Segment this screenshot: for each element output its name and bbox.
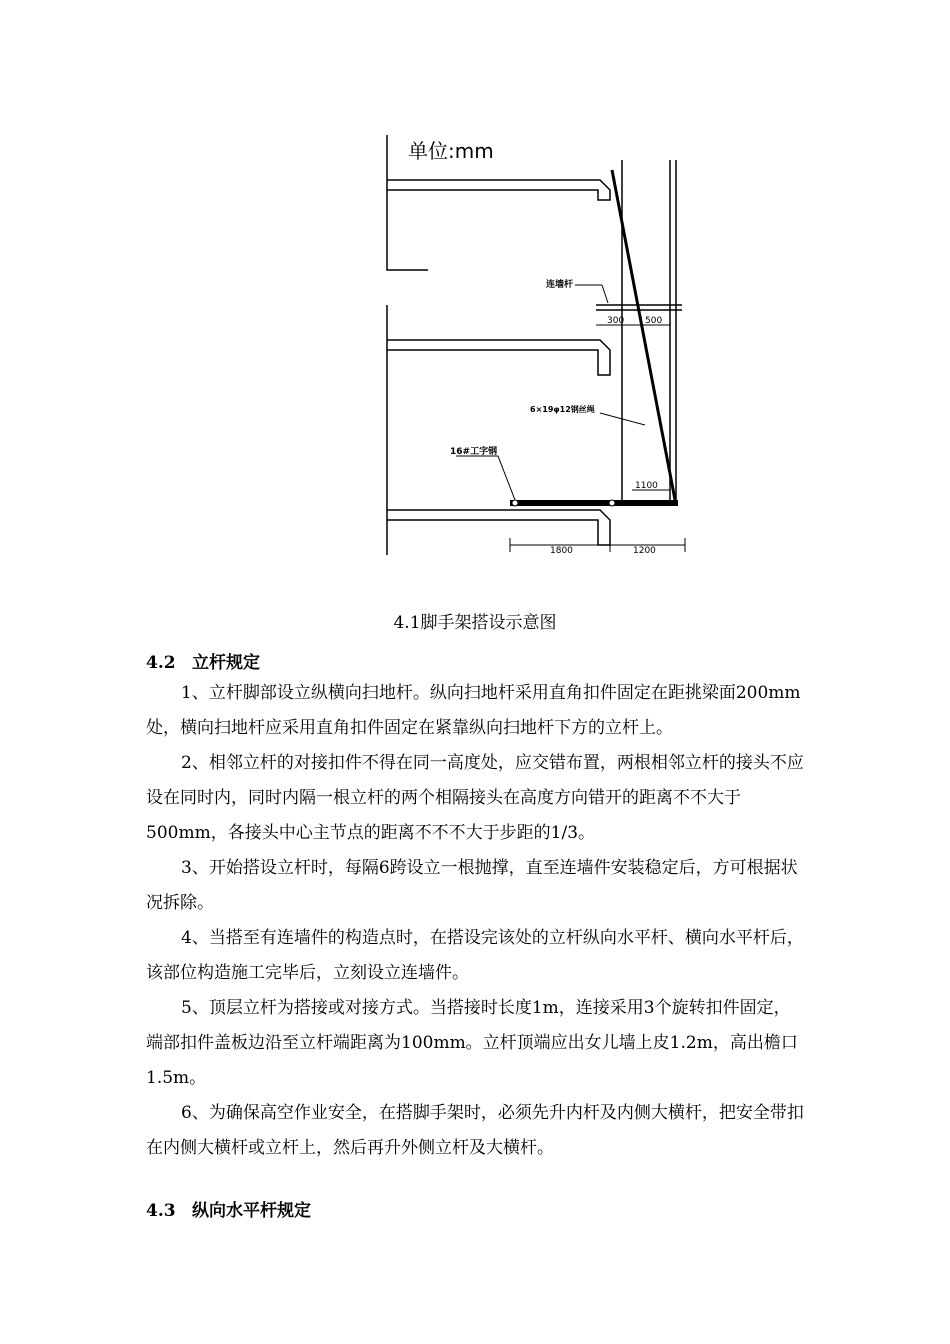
floor-slab-middle [387, 340, 610, 375]
tie-rod-label: 连墙杆 [546, 280, 574, 290]
section-number: 4.2 [146, 653, 176, 673]
unit-label: 单位:mm [408, 139, 494, 163]
scaffold-drawing [370, 120, 700, 580]
section-heading-4-2 [146, 648, 260, 673]
paragraph-5: 5、顶层立杆为搭接或对接方式。当搭接时长度1m，连接采用3个旋转扣件固定，端部扣件盖板边沿至立杆端距离为100mm。立杆顶端应出女儿墙上皮1.2m，高出檐口1.5m。 [146, 998, 798, 1088]
section-heading-4-3 [146, 1196, 311, 1221]
paragraph-1: 1、立杆脚部设立纵横向扫地杆。纵向扫地杆采用直角扣件固定在距挑梁面200mm处，横向扫地杆应采用直角扣件固定在紧靠纵向扫地杆下方的立杆上。 [146, 683, 801, 738]
dim-500-label: 500 [645, 316, 663, 326]
section-title: 纵向水平杆规定 [192, 1201, 311, 1221]
figure-caption: 4.1脚手架搭设示意图 [393, 613, 557, 633]
i-beam-label: 16#工字钢 [450, 447, 498, 457]
dim-1100-label: 1100 [635, 481, 658, 491]
paragraph-6: 6、为确保高空作业安全，在搭脚手架时，必须先升内杆及内侧大横杆，把安全带扣在内侧大横杆或立杆上，然后再升外侧立杆及大横杆。 [146, 1103, 804, 1158]
dim-1200-label: 1200 [633, 546, 656, 556]
wire-rope-label: 6×19φ12钢丝绳 [530, 405, 595, 414]
paragraph-3: 3、开始搭设立杆时，每隔6跨设立一根抛撑，直至连墙件安装稳定后，方可根据状况拆除。 [146, 858, 798, 913]
floor-slab-top [387, 180, 610, 200]
paragraph-4: 4、当搭至有连墙件的构造点时，在搭设完该处的立杆纵向水平杆、横向水平杆后，该部位构造施工完毕后，立刻设立连墙件。 [146, 928, 804, 983]
i-beam [510, 500, 678, 506]
scaffold-diagram [370, 120, 700, 580]
section-number: 4.3 [146, 1201, 176, 1221]
dim-300-label: 300 [607, 316, 625, 326]
floor-slab-bottom [387, 510, 610, 545]
paragraph-2: 2、相邻立杆的对接扣件不得在同一高度处，应交错布置，两根相邻立杆的接头不应设在同时内，同时内隔一根立杆的两个相隔接头在高度方向错开的距离不不大于500mm，各接头中心主节点的距离不不不大于步距的1/3。 [146, 753, 804, 843]
section-title: 立杆规定 [192, 653, 260, 673]
dim-1800-label: 1800 [550, 546, 573, 556]
